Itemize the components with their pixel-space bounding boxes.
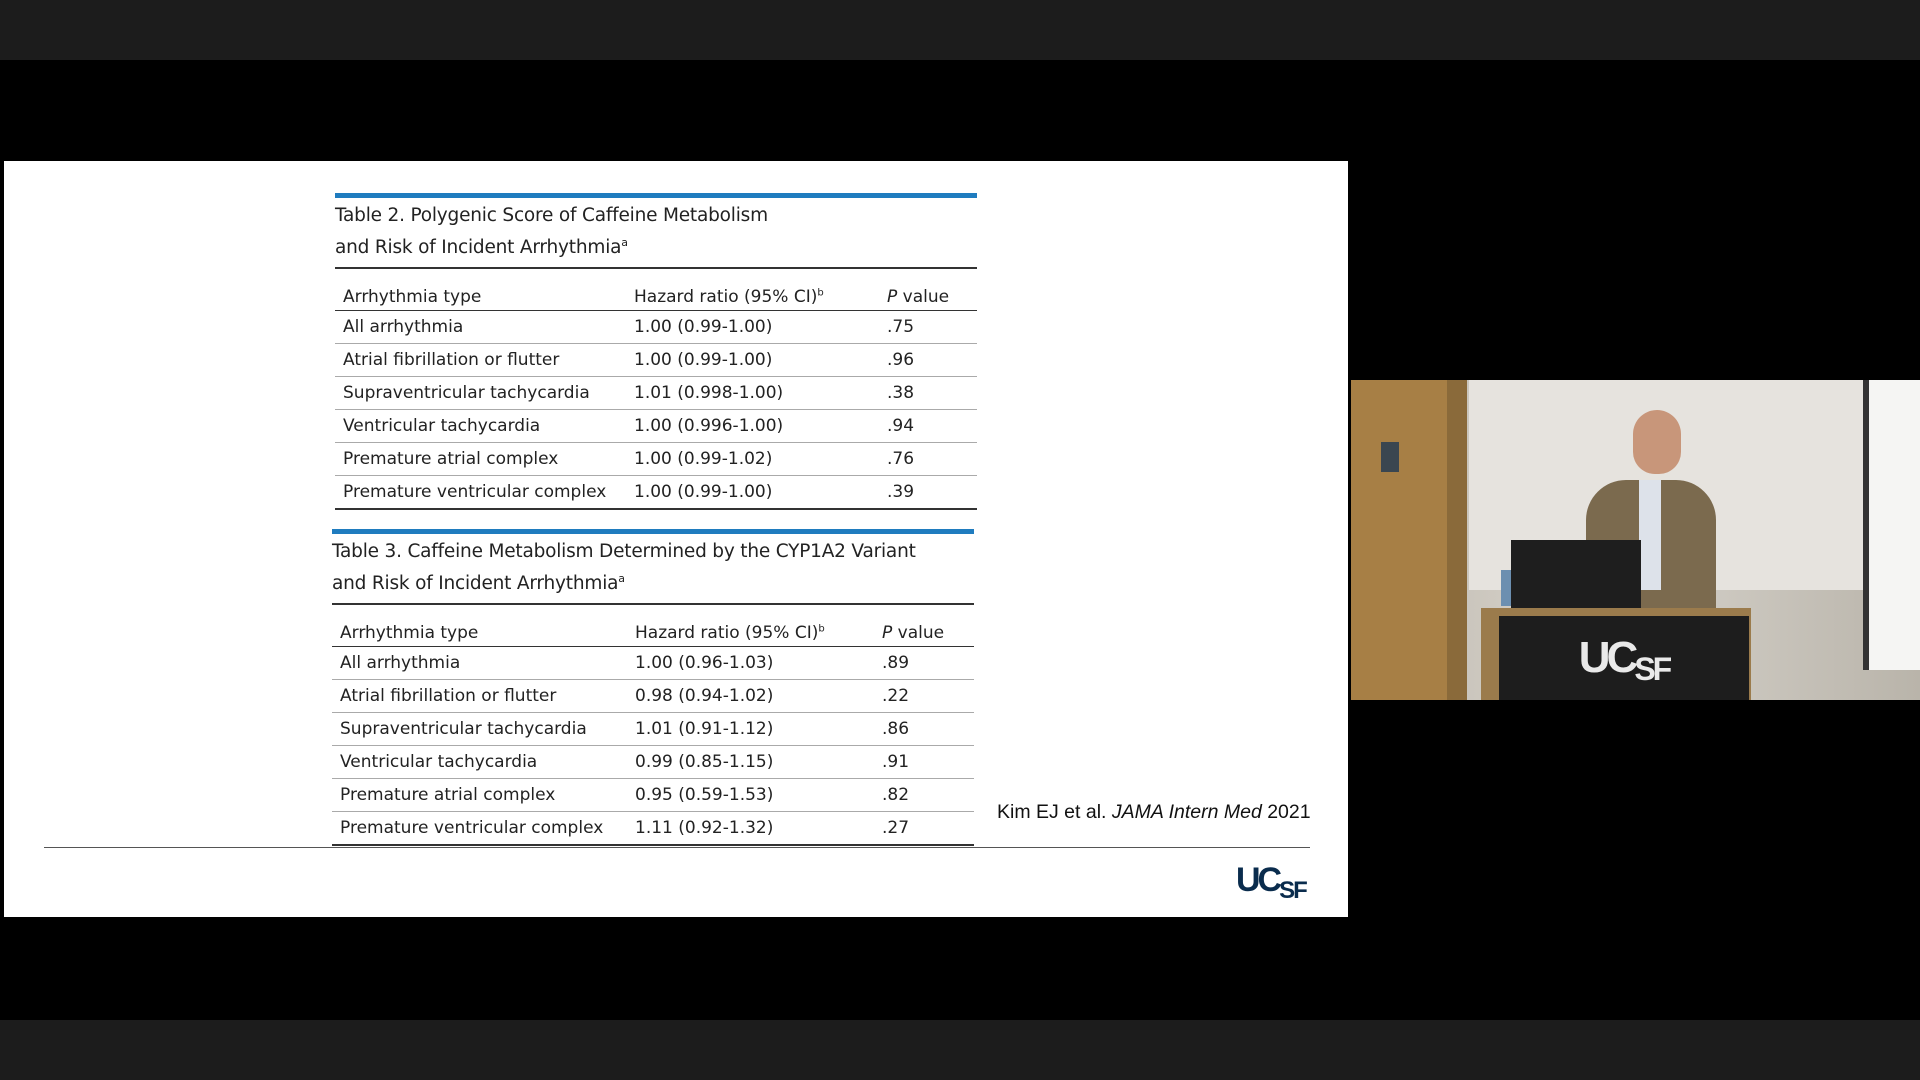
cell-hr: 1.00 (0.99-1.00) <box>634 482 773 503</box>
projection-screen <box>1863 380 1920 670</box>
cell-hr: 1.00 (0.99-1.02) <box>634 443 887 476</box>
table-row <box>335 377 977 410</box>
table-header-row <box>332 604 974 647</box>
water-bottle <box>1501 570 1511 606</box>
table-row <box>332 647 974 680</box>
cell-type: Ventricular tachycardia <box>332 746 635 779</box>
col-header-type: Arrhythmia type <box>343 287 482 308</box>
col-header-hr: Hazard ratio (95% CI)$^b$ <box>635 623 825 644</box>
table-2-title: Table 2. Polygenic Score of Caffeine Metabolism and Risk of Incident Arrhythmia$^a$ <box>335 205 768 259</box>
cell-type: Premature atrial complex <box>335 443 634 476</box>
table-2 <box>335 193 977 510</box>
laptop <box>1511 540 1641 610</box>
cell-hr: 1.11 (0.92-1.32) <box>635 818 774 839</box>
cell-p: .22 <box>882 680 974 713</box>
table-row <box>335 443 977 476</box>
cell-type: Premature ventricular complex <box>343 482 607 503</box>
cell-hr: 0.98 (0.94-1.02) <box>635 680 882 713</box>
cell-type: Atrial fibrillation or flutter <box>332 680 635 713</box>
table-3 <box>332 529 974 846</box>
cell-type: Premature atrial complex <box>332 779 635 812</box>
wall-sign <box>1381 442 1399 472</box>
cell-p: .86 <box>882 713 974 746</box>
cell-p: .76 <box>887 443 977 476</box>
cell-p: .82 <box>882 779 974 812</box>
col-header-p: P value <box>887 287 950 308</box>
door <box>1351 380 1461 700</box>
table-row <box>332 812 974 846</box>
cell-type: Atrial fibrillation or flutter <box>335 344 634 377</box>
table-row <box>335 344 977 377</box>
cell-p: .38 <box>887 377 977 410</box>
cell-hr: 0.99 (0.85-1.15) <box>635 746 882 779</box>
cell-type: Premature ventricular complex <box>340 818 604 839</box>
table-row <box>332 680 974 713</box>
cell-p: .96 <box>887 344 977 377</box>
table-3-grid <box>332 603 974 846</box>
footer-divider <box>44 847 1310 848</box>
top-bar <box>0 0 1920 60</box>
cell-hr: 1.00 (0.996-1.00) <box>634 410 887 443</box>
presentation-slide <box>4 161 1348 917</box>
table-row <box>335 311 977 344</box>
cell-p: .27 <box>882 818 910 839</box>
cell-type: Supraventricular tachycardia <box>332 713 635 746</box>
table-header-row <box>335 268 977 311</box>
bottom-bar <box>0 1020 1920 1080</box>
podium-ucsf-logo: UCSF <box>1499 616 1749 700</box>
cell-hr: 1.00 (0.99-1.00) <box>634 344 887 377</box>
cell-type: All arrhythmia <box>335 311 634 344</box>
table-row <box>335 476 977 510</box>
speaker-video-feed <box>1351 380 1920 700</box>
cell-type: All arrhythmia <box>332 647 635 680</box>
cell-hr: 0.95 (0.59-1.53) <box>635 779 882 812</box>
table-2-grid <box>335 267 977 510</box>
citation: Kim EJ et al. JAMA Intern Med 2021 <box>997 801 1311 823</box>
table-row <box>335 410 977 443</box>
cell-p: .75 <box>887 311 977 344</box>
cell-p: .91 <box>882 746 974 779</box>
table-3-title: Table 3. Caffeine Metabolism Determined by the CYP1A2 Variant and Risk of Incident Arrhythmia$^a$ <box>332 541 916 595</box>
cell-type: Ventricular tachycardia <box>335 410 634 443</box>
cell-p: .89 <box>882 647 974 680</box>
cell-hr: 1.01 (0.998-1.00) <box>634 377 887 410</box>
col-header-hr: Hazard ratio (95% CI)$^b$ <box>634 287 824 308</box>
cell-p: .94 <box>887 410 977 443</box>
cell-type: Supraventricular tachycardia <box>335 377 634 410</box>
table-row <box>332 713 974 746</box>
cell-p: .39 <box>887 482 915 503</box>
cell-hr: 1.00 (0.99-1.00) <box>634 311 887 344</box>
table-row <box>332 746 974 779</box>
speaker-head <box>1633 410 1681 474</box>
ucsf-logo: $UC_{SF}$ <box>1236 861 1306 904</box>
col-header-type: Arrhythmia type <box>340 623 479 644</box>
cell-hr: 1.01 (0.91-1.12) <box>635 713 882 746</box>
cell-hr: 1.00 (0.96-1.03) <box>635 647 882 680</box>
col-header-p: P value <box>882 623 945 644</box>
table-row <box>332 779 974 812</box>
